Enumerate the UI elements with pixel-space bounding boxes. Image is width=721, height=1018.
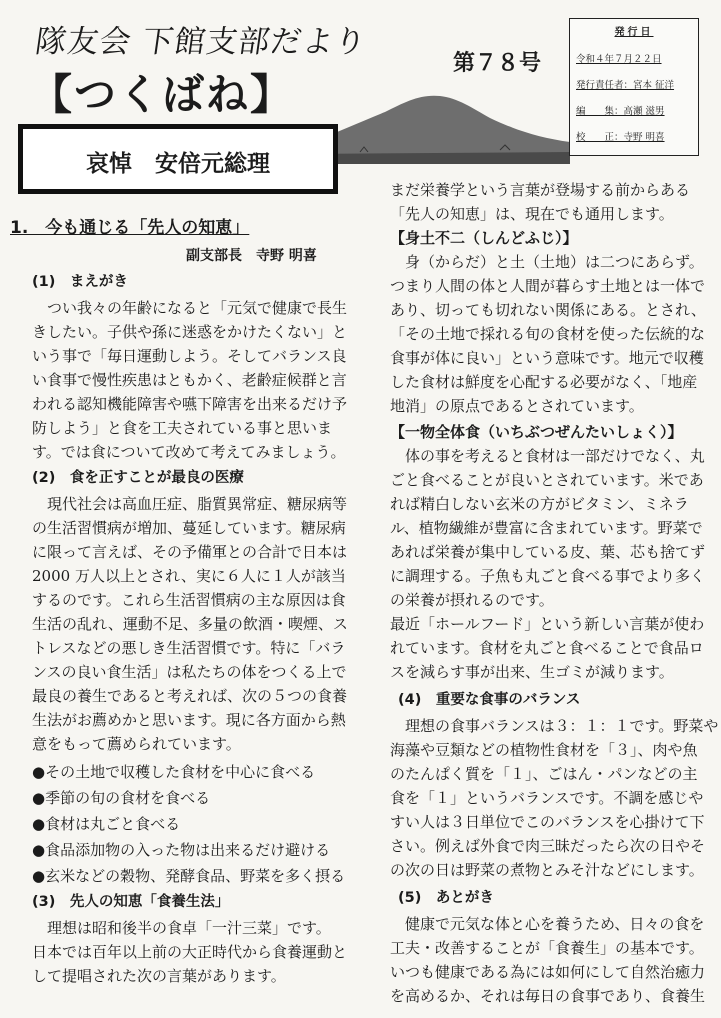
- paragraph-line: して提唱された次の言葉があります。: [32, 967, 286, 985]
- paragraph-line: の生活習慣病が増加、蔓延しています。糖尿病: [32, 519, 346, 537]
- issue-date: 令和４年７月２２日: [576, 54, 662, 65]
- paragraph-line: 「その土地で採れる旬の食材を使った伝統的な: [390, 325, 706, 343]
- paragraph-line: つまり人間の体と人間が暮らす土地とは一体で: [390, 277, 706, 295]
- paragraph-line: れています。食材を丸ごと食べることで食品ロ: [390, 639, 704, 657]
- paragraph-line: つい我々の年齢になると「元気で健康で長生: [32, 299, 348, 317]
- heading-ancestor-wisdom: (3) 先人の知恵「食養生法」: [32, 894, 230, 910]
- paragraph-line: に限って言えば、その予備軍との合計で日本は: [32, 543, 348, 561]
- paragraph-line: われる認知機能障害や嚥下障害を出来るだけ予: [32, 395, 348, 413]
- heading-foreword: (1) まえがき: [32, 274, 128, 290]
- paragraph-line: ル、植物繊維が豊富に含まれています。野菜で: [390, 519, 703, 537]
- paragraph-line: 食を「１」というバランスです。不調を感じや: [390, 789, 704, 807]
- paragraph-line: のたんぱく質を「１」、ごはん・パンなどの主: [390, 765, 698, 783]
- paragraph-line: ごと食べることが良いとされています。米であ: [390, 471, 704, 489]
- paragraph-line: いつも健康である為には如何にして自然治癒力: [390, 963, 706, 981]
- heading-afterword: (5) あとがき: [398, 890, 494, 906]
- paragraph-line: の次の日は野菜の煮物とみそ汁などにします。: [390, 861, 704, 879]
- proofreader: 校 正：寺野 明喜: [576, 132, 665, 143]
- newsletter-name: 【つくばね】: [30, 70, 295, 119]
- paragraph-line: れば精白しない玄米の方がビタミン、ミネラ: [390, 495, 689, 513]
- paragraph-line: 海藻や豆類などの植物性食材を「３」、肉や魚: [390, 741, 698, 759]
- paragraph-line: トレスなどの悪しき生活習慣です。特に「バラ: [32, 639, 346, 657]
- paragraph-line: 意をもって薦められています。: [32, 735, 241, 753]
- memorial-box: [18, 124, 338, 194]
- paragraph-line: 日本では百年以上前の大正時代から食養運動と: [32, 943, 348, 961]
- section-title: [10, 218, 249, 238]
- author: 副支部長 寺野 明喜: [186, 248, 317, 264]
- paragraph-line: 生法がお薦めかと思います。現に各方面から熱: [32, 711, 346, 729]
- paragraph-line: 防しよう」と食を工夫されている事と思いま: [32, 419, 333, 437]
- bullet-item: ● 食材は丸ごと食べる: [32, 814, 180, 834]
- publisher: 発行責任者：宮本 征洋: [576, 80, 675, 91]
- paragraph-line: ンスの良い食生活」は私たちの体をつくる上で: [32, 663, 347, 681]
- heading-food-medicine: (2) 食を正すことが最良の医療: [32, 470, 244, 486]
- paragraph-line: まだ栄養学という言葉が登場する前からある: [390, 181, 691, 199]
- bullet-item: ● 季節の旬の食材を食べる: [32, 788, 210, 808]
- paragraph-line: すい人は３日単位でこのバランスを心掛けて下: [390, 813, 705, 831]
- issue-number: 第７８号: [453, 51, 542, 76]
- keyword-shindofuji: 【身土不二（しんどふじ）】: [390, 229, 578, 247]
- bullet-item: ● その土地で収穫した食材を中心に食べる: [32, 762, 315, 782]
- paragraph-line: 2000 万人以上とされ、実に６人に１人が該当: [32, 567, 346, 585]
- paragraph-line: 最良の養生であると考えれば、次の５つの食養: [32, 687, 348, 705]
- paragraph-line: 最近「ホールフード」という新しい言葉が使わ: [390, 615, 705, 633]
- paragraph-line: に調理する。子魚も丸ごと食べる事でより多く: [390, 567, 706, 585]
- paragraph-line: の栄養が摂れるのです。: [390, 591, 554, 609]
- paragraph-line: 現代社会は高血圧症、脂質異常症、糖尿病等: [32, 495, 348, 513]
- paragraph-line: 体の事を考えると食材は一部だけでなく、丸: [390, 447, 705, 465]
- keyword-ichibutsuzentaishoku: 【一物全体食（いちぶつぜんたいしょく）】: [390, 423, 683, 441]
- publication-info-box: [569, 18, 699, 156]
- paragraph-line: い食事で慢性疾患はともかく、老齢症候群と言: [32, 371, 347, 389]
- org-title: 隊友会 下館支部だより: [32, 24, 369, 60]
- paragraph-line: きしたい。子供や孫に迷惑をかけたくない」と: [32, 323, 348, 341]
- paragraph-line: スを減らす事が出来、生ゴミが減ります。: [390, 663, 674, 681]
- bullet-item: ● 玄米などの穀物、発酵食品、野菜を多く摂る: [32, 866, 345, 886]
- paragraph-line: するのです。これら生活習慣病の主な原因は食: [32, 591, 346, 609]
- paragraph-line: 健康で元気な体と心を養うため、日々の食を: [390, 915, 705, 933]
- paragraph-line: を高めるか、それは毎日の食事であり、食養生: [390, 987, 706, 1005]
- bullet-item: ● 食品添加物の入った物は出来るだけ避ける: [32, 840, 330, 860]
- mountain-illustration: [300, 84, 570, 164]
- paragraph-line: 理想は昭和後半の食卓「一汁三菜」です。: [32, 919, 331, 937]
- paragraph-line: 地消」の原点であるとされています。: [390, 397, 644, 415]
- paragraph-line: あり、切っても切れない関係にある。とされ、: [390, 301, 706, 319]
- paragraph-line: した食材は鮮度を心配する必要がなく、「地産: [390, 373, 698, 391]
- paragraph-line: 理想の食事バランスは３：１：１です。野菜や: [390, 717, 719, 735]
- paragraph-line: あれば栄養が集中している皮、葉、芯も捨てず: [390, 543, 706, 561]
- paragraph-line: 食事が体に良い」という意味です。地元で収穫: [390, 349, 704, 367]
- paragraph-line: 身（からだ）と土（土地）は二つにあらず。: [390, 253, 704, 271]
- section-title-text: 1. 今も通じる「先人の知恵」: [10, 218, 250, 238]
- heading-meal-balance: (4) 重要な食事のバランス: [398, 692, 581, 708]
- info-title: 発行日: [614, 27, 654, 38]
- paragraph-line: 「先人の知恵」は、現在でも通用します。: [390, 205, 674, 223]
- paragraph-line: 生活の乱れ、運動不足、多量の飲酒・喫煙、ス: [32, 615, 348, 633]
- paragraph-line: さい。例えば外食で肉三昧だったら次の日やそ: [390, 837, 706, 855]
- editor: 編 集：高瀬 滋男: [576, 106, 665, 117]
- paragraph-line: 工夫・改善することが「食養生」の基本です。: [390, 939, 704, 957]
- memorial-text: 哀悼 安倍元総理: [86, 151, 270, 177]
- paragraph-line: す。では食について改めて考えてみましょう。: [32, 443, 346, 461]
- paragraph-line: いう事で「毎日運動しよう。そしてバランス良: [32, 347, 347, 365]
